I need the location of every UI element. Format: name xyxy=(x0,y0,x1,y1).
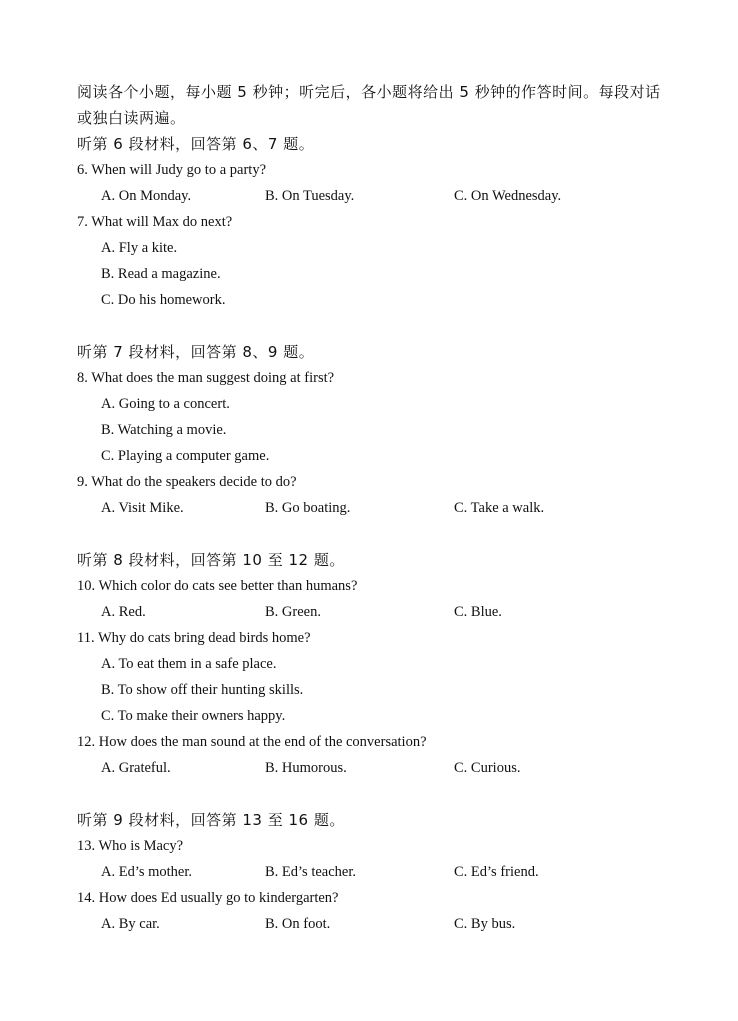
option-c: C. On Wednesday. xyxy=(454,188,562,204)
option-b: B. Humorous. xyxy=(265,760,347,776)
option-b: B. Go boating. xyxy=(265,500,351,516)
option-c: C. Curious. xyxy=(454,760,521,776)
instructions-line-1: 阅读各个小题，每小题 5 秒钟；听完后，各小题将给出 5 秒钟的作答时间。每段对话 xyxy=(77,83,661,101)
section-heading: 听第 7 段材料，回答第 8、9 题。 xyxy=(77,343,315,361)
question-6: 6. When will Judy go to a party? xyxy=(77,162,267,178)
option-b: B. Ed’s teacher. xyxy=(265,864,357,880)
question-14: 14. How does Ed usually go to kindergarten? xyxy=(77,890,339,906)
option-c: C. Blue. xyxy=(454,604,502,620)
option-b: B. On foot. xyxy=(265,916,331,932)
question-7: 7. What will Max do next? xyxy=(77,214,233,230)
question-9: 9. What do the speakers decide to do? xyxy=(77,474,297,490)
question-10: 10. Which color do cats see better than humans? xyxy=(77,578,358,594)
option-a: A. Grateful. xyxy=(101,760,171,776)
option-b: B. Watching a movie. xyxy=(101,422,227,438)
question-11: 11. Why do cats bring dead birds home? xyxy=(77,630,311,646)
option-b: B. Read a magazine. xyxy=(101,266,221,282)
option-b: B. To show off their hunting skills. xyxy=(101,682,304,698)
option-a: A. Red. xyxy=(101,604,146,620)
option-c: C. Do his homework. xyxy=(101,292,226,308)
option-b: B. On Tuesday. xyxy=(265,188,355,204)
option-b: B. Green. xyxy=(265,604,321,620)
option-c: C. Take a walk. xyxy=(454,500,545,516)
section-heading: 听第 8 段材料，回答第 10 至 12 题。 xyxy=(77,551,345,569)
option-a: A. Ed’s mother. xyxy=(101,864,193,880)
option-c: C. To make their owners happy. xyxy=(101,708,286,724)
question-8: 8. What does the man suggest doing at first? xyxy=(77,370,335,386)
section-heading: 听第 9 段材料，回答第 13 至 16 题。 xyxy=(77,811,345,829)
option-c: C. By bus. xyxy=(454,916,516,932)
section-heading: 听第 6 段材料，回答第 6、7 题。 xyxy=(77,135,315,153)
question-12: 12. How does the man sound at the end of the conversation? xyxy=(77,734,427,750)
option-c: C. Ed’s friend. xyxy=(454,864,539,880)
option-a: A. By car. xyxy=(101,916,160,932)
option-c: C. Playing a computer game. xyxy=(101,448,270,464)
question-13: 13. Who is Macy? xyxy=(77,838,184,854)
instructions-line-2: 或独白读两遍。 xyxy=(77,109,186,127)
option-a: A. Visit Mike. xyxy=(101,500,184,516)
option-a: A. Fly a kite. xyxy=(101,240,178,256)
option-a: A. On Monday. xyxy=(101,188,192,204)
option-a: A. To eat them in a safe place. xyxy=(101,656,277,672)
option-a: A. Going to a concert. xyxy=(101,396,230,412)
